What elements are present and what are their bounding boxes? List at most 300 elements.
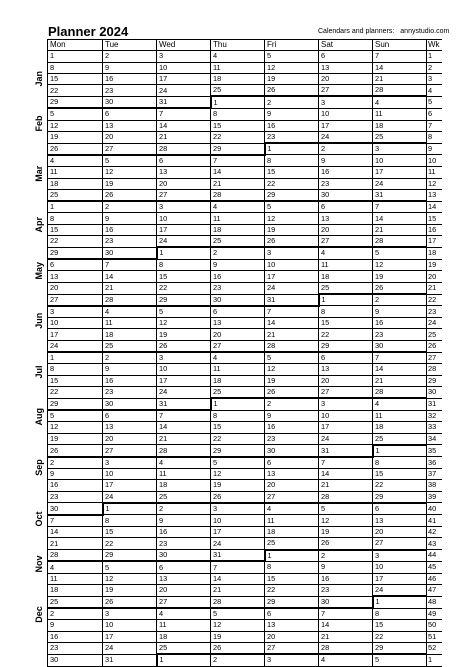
day-cell[interactable]: 28 [373, 85, 427, 97]
day-cell[interactable]: 26 [373, 282, 427, 294]
day-cell[interactable]: 7 [373, 51, 427, 62]
day-cell[interactable]: 24 [265, 282, 319, 294]
day-cell[interactable]: 17 [373, 573, 427, 584]
day-cell[interactable]: 6 [265, 608, 319, 620]
day-cell[interactable]: 9 [48, 468, 103, 479]
day-cell[interactable]: 27 [319, 236, 373, 248]
day-cell[interactable]: 17 [319, 422, 373, 433]
day-cell[interactable]: 18 [157, 631, 211, 642]
day-cell[interactable]: 4 [211, 51, 265, 62]
day-cell[interactable]: 10 [157, 62, 211, 73]
day-cell[interactable]: 28 [157, 445, 211, 457]
day-cell[interactable]: 22 [48, 85, 103, 97]
day-cell[interactable]: 25 [319, 282, 373, 294]
day-cell[interactable]: 14 [373, 62, 427, 73]
day-cell[interactable]: 16 [319, 573, 373, 584]
day-cell[interactable]: 5 [373, 654, 427, 666]
day-cell[interactable]: 8 [211, 108, 265, 120]
day-cell[interactable]: 11 [103, 318, 157, 329]
day-cell[interactable]: 6 [103, 108, 157, 120]
day-cell[interactable]: 18 [265, 526, 319, 537]
day-cell[interactable]: 15 [157, 271, 211, 282]
day-cell[interactable]: 3 [319, 398, 373, 410]
day-cell[interactable]: 5 [48, 410, 103, 422]
day-cell[interactable]: 9 [103, 213, 157, 224]
day-cell[interactable]: 4 [48, 561, 103, 573]
day-cell[interactable]: 13 [319, 62, 373, 73]
day-cell[interactable]: 12 [265, 62, 319, 73]
day-cell[interactable]: 15 [103, 526, 157, 537]
day-cell[interactable]: 23 [265, 131, 319, 143]
day-cell[interactable]: 2 [265, 398, 319, 410]
day-cell[interactable]: 10 [319, 108, 373, 120]
day-cell[interactable]: 29 [211, 445, 265, 457]
day-cell[interactable]: 18 [373, 422, 427, 433]
day-cell[interactable]: 2 [265, 96, 319, 108]
day-cell[interactable]: 1 [211, 398, 265, 410]
day-cell[interactable]: 27 [319, 386, 373, 398]
day-cell[interactable]: 17 [265, 271, 319, 282]
day-cell[interactable]: 7 [48, 515, 103, 527]
day-cell[interactable]: 4 [103, 306, 157, 318]
day-cell[interactable]: 10 [211, 515, 265, 527]
day-cell[interactable]: 16 [48, 480, 103, 491]
day-cell[interactable]: 31 [373, 189, 427, 201]
day-cell[interactable]: 13 [48, 271, 103, 282]
day-cell[interactable]: 30 [48, 503, 103, 515]
day-cell[interactable]: 30 [319, 189, 373, 201]
day-cell[interactable]: 5 [211, 457, 265, 469]
day-cell[interactable]: 5 [48, 108, 103, 120]
day-cell[interactable]: 21 [265, 329, 319, 340]
day-cell[interactable]: 21 [157, 433, 211, 445]
day-cell[interactable]: 21 [103, 282, 157, 294]
day-cell[interactable]: 15 [48, 375, 103, 386]
day-cell[interactable]: 29 [103, 550, 157, 562]
day-cell[interactable]: 4 [211, 201, 265, 213]
day-cell[interactable]: 27 [103, 143, 157, 155]
day-cell[interactable]: 8 [373, 608, 427, 620]
day-cell[interactable]: 4 [373, 96, 427, 108]
day-cell[interactable]: 7 [265, 306, 319, 318]
day-cell[interactable]: 3 [373, 550, 427, 562]
day-cell[interactable]: 26 [265, 85, 319, 97]
day-cell[interactable]: 13 [103, 422, 157, 433]
day-cell[interactable]: 11 [48, 167, 103, 178]
day-cell[interactable]: 27 [373, 538, 427, 550]
day-cell[interactable]: 26 [48, 445, 103, 457]
day-cell[interactable]: 27 [319, 85, 373, 97]
day-cell[interactable]: 9 [319, 561, 373, 573]
day-cell[interactable]: 2 [319, 550, 373, 562]
day-cell[interactable]: 1 [48, 201, 103, 213]
day-cell[interactable]: 4 [319, 654, 373, 666]
day-cell[interactable]: 7 [157, 108, 211, 120]
day-cell[interactable]: 16 [373, 318, 427, 329]
day-cell[interactable]: 25 [373, 433, 427, 445]
day-cell[interactable]: 9 [265, 108, 319, 120]
day-cell[interactable]: 27 [265, 642, 319, 654]
day-cell[interactable]: 19 [265, 224, 319, 235]
day-cell[interactable]: 1 [157, 247, 211, 259]
day-cell[interactable]: 15 [373, 468, 427, 479]
day-cell[interactable]: 6 [157, 561, 211, 573]
day-cell[interactable]: 5 [211, 608, 265, 620]
day-cell[interactable]: 16 [319, 167, 373, 178]
day-cell[interactable]: 29 [48, 247, 103, 259]
day-cell[interactable]: 31 [157, 96, 211, 108]
day-cell[interactable]: 23 [48, 491, 103, 503]
day-cell[interactable]: 16 [103, 73, 157, 84]
day-cell[interactable]: 7 [373, 201, 427, 213]
day-cell[interactable]: 12 [48, 422, 103, 433]
day-cell[interactable]: 24 [373, 178, 427, 189]
day-cell[interactable]: 8 [319, 306, 373, 318]
day-cell[interactable]: 18 [157, 480, 211, 491]
day-cell[interactable]: 28 [48, 550, 103, 562]
day-cell[interactable]: 30 [103, 96, 157, 108]
day-cell[interactable]: 15 [211, 120, 265, 131]
day-cell[interactable]: 21 [211, 178, 265, 189]
day-cell[interactable]: 11 [157, 620, 211, 631]
day-cell[interactable]: 28 [373, 236, 427, 248]
day-cell[interactable]: 22 [265, 178, 319, 189]
day-cell[interactable]: 7 [211, 561, 265, 573]
day-cell[interactable]: 17 [103, 480, 157, 491]
day-cell[interactable]: 28 [103, 294, 157, 306]
day-cell[interactable]: 22 [265, 584, 319, 596]
day-cell[interactable]: 27 [48, 294, 103, 306]
day-cell[interactable]: 31 [157, 398, 211, 410]
day-cell[interactable]: 24 [103, 642, 157, 654]
day-cell[interactable]: 9 [265, 410, 319, 422]
day-cell[interactable]: 14 [319, 620, 373, 631]
day-cell[interactable]: 10 [48, 318, 103, 329]
day-cell[interactable]: 6 [319, 51, 373, 62]
day-cell[interactable]: 15 [265, 573, 319, 584]
day-cell[interactable]: 18 [48, 584, 103, 596]
day-cell[interactable]: 3 [265, 654, 319, 666]
day-cell[interactable]: 3 [157, 201, 211, 213]
day-cell[interactable]: 24 [319, 131, 373, 143]
day-cell[interactable]: 9 [211, 259, 265, 271]
day-cell[interactable]: 15 [319, 318, 373, 329]
day-cell[interactable]: 22 [211, 433, 265, 445]
day-cell[interactable]: 6 [157, 155, 211, 167]
day-cell[interactable]: 5 [265, 51, 319, 62]
day-cell[interactable]: 9 [373, 306, 427, 318]
day-cell[interactable]: 25 [211, 236, 265, 248]
day-cell[interactable]: 3 [265, 247, 319, 259]
day-cell[interactable]: 11 [373, 410, 427, 422]
day-cell[interactable]: 16 [48, 631, 103, 642]
day-cell[interactable]: 7 [319, 457, 373, 469]
day-cell[interactable]: 9 [157, 515, 211, 527]
day-cell[interactable]: 19 [103, 178, 157, 189]
day-cell[interactable]: 8 [265, 561, 319, 573]
day-cell[interactable]: 13 [103, 120, 157, 131]
day-cell[interactable]: 19 [211, 480, 265, 491]
day-cell[interactable]: 25 [157, 491, 211, 503]
day-cell[interactable]: 13 [265, 468, 319, 479]
day-cell[interactable]: 5 [157, 306, 211, 318]
day-cell[interactable]: 11 [319, 259, 373, 271]
day-cell[interactable]: 22 [373, 631, 427, 642]
day-cell[interactable]: 19 [103, 584, 157, 596]
day-cell[interactable]: 12 [319, 515, 373, 527]
day-cell[interactable]: 14 [103, 271, 157, 282]
day-cell[interactable]: 14 [319, 468, 373, 479]
day-cell[interactable]: 21 [319, 631, 373, 642]
day-cell[interactable]: 16 [103, 375, 157, 386]
day-cell[interactable]: 2 [103, 201, 157, 213]
day-cell[interactable]: 26 [211, 642, 265, 654]
day-cell[interactable]: 6 [211, 306, 265, 318]
day-cell[interactable]: 30 [319, 596, 373, 608]
day-cell[interactable]: 3 [103, 608, 157, 620]
day-cell[interactable]: 26 [157, 340, 211, 352]
day-cell[interactable]: 20 [319, 375, 373, 386]
day-cell[interactable]: 25 [48, 189, 103, 201]
day-cell[interactable]: 12 [211, 620, 265, 631]
day-cell[interactable]: 7 [211, 155, 265, 167]
day-cell[interactable]: 19 [48, 131, 103, 143]
day-cell[interactable]: 1 [103, 503, 157, 515]
day-cell[interactable]: 26 [319, 538, 373, 550]
day-cell[interactable]: 11 [48, 573, 103, 584]
day-cell[interactable]: 8 [48, 62, 103, 73]
day-cell[interactable]: 28 [373, 386, 427, 398]
day-cell[interactable]: 17 [211, 526, 265, 537]
day-cell[interactable]: 30 [265, 445, 319, 457]
day-cell[interactable]: 18 [319, 271, 373, 282]
day-cell[interactable]: 31 [319, 445, 373, 457]
day-cell[interactable]: 4 [373, 398, 427, 410]
day-cell[interactable]: 11 [211, 62, 265, 73]
day-cell[interactable]: 4 [157, 608, 211, 620]
day-cell[interactable]: 28 [265, 340, 319, 352]
day-cell[interactable]: 2 [319, 143, 373, 155]
day-cell[interactable]: 6 [319, 201, 373, 213]
day-cell[interactable]: 8 [48, 213, 103, 224]
day-cell[interactable]: 25 [211, 85, 265, 97]
day-cell[interactable]: 2 [373, 294, 427, 306]
day-cell[interactable]: 30 [373, 340, 427, 352]
day-cell[interactable]: 4 [157, 457, 211, 469]
day-cell[interactable]: 14 [265, 318, 319, 329]
day-cell[interactable]: 7 [103, 259, 157, 271]
day-cell[interactable]: 27 [157, 189, 211, 201]
day-cell[interactable]: 9 [319, 155, 373, 167]
day-cell[interactable]: 3 [211, 503, 265, 515]
day-cell[interactable]: 2 [103, 352, 157, 364]
day-cell[interactable]: 4 [319, 247, 373, 259]
day-cell[interactable]: 11 [211, 364, 265, 375]
day-cell[interactable]: 21 [319, 480, 373, 491]
day-cell[interactable]: 14 [157, 120, 211, 131]
day-cell[interactable]: 2 [48, 608, 103, 620]
day-cell[interactable]: 11 [157, 468, 211, 479]
day-cell[interactable]: 6 [48, 259, 103, 271]
day-cell[interactable]: 18 [211, 73, 265, 84]
day-cell[interactable]: 23 [211, 282, 265, 294]
day-cell[interactable]: 22 [48, 236, 103, 248]
day-cell[interactable]: 23 [103, 85, 157, 97]
day-cell[interactable]: 29 [373, 491, 427, 503]
day-cell[interactable]: 1 [265, 143, 319, 155]
day-cell[interactable]: 8 [265, 155, 319, 167]
day-cell[interactable]: 14 [211, 167, 265, 178]
day-cell[interactable]: 23 [48, 642, 103, 654]
day-cell[interactable]: 18 [211, 375, 265, 386]
day-cell[interactable]: 8 [373, 457, 427, 469]
day-cell[interactable]: 18 [103, 329, 157, 340]
day-cell[interactable]: 1 [211, 96, 265, 108]
day-cell[interactable]: 1 [48, 51, 103, 62]
day-cell[interactable]: 29 [265, 596, 319, 608]
day-cell[interactable]: 29 [48, 398, 103, 410]
day-cell[interactable]: 30 [157, 550, 211, 562]
day-cell[interactable]: 30 [48, 654, 103, 666]
day-cell[interactable]: 19 [319, 526, 373, 537]
day-cell[interactable]: 16 [265, 120, 319, 131]
day-cell[interactable]: 5 [373, 247, 427, 259]
day-cell[interactable]: 20 [319, 224, 373, 235]
day-cell[interactable]: 20 [103, 131, 157, 143]
day-cell[interactable]: 15 [211, 422, 265, 433]
day-cell[interactable]: 15 [265, 167, 319, 178]
day-cell[interactable]: 27 [157, 596, 211, 608]
day-cell[interactable]: 10 [319, 410, 373, 422]
day-cell[interactable]: 21 [211, 584, 265, 596]
day-cell[interactable]: 23 [103, 386, 157, 398]
day-cell[interactable]: 26 [48, 143, 103, 155]
day-cell[interactable]: 31 [265, 294, 319, 306]
day-cell[interactable]: 4 [211, 352, 265, 364]
day-cell[interactable]: 1 [319, 294, 373, 306]
day-cell[interactable]: 20 [373, 526, 427, 537]
day-cell[interactable]: 17 [373, 167, 427, 178]
day-cell[interactable]: 28 [211, 189, 265, 201]
day-cell[interactable]: 16 [157, 526, 211, 537]
day-cell[interactable]: 12 [211, 468, 265, 479]
day-cell[interactable]: 25 [373, 131, 427, 143]
day-cell[interactable]: 20 [211, 329, 265, 340]
day-cell[interactable]: 10 [373, 155, 427, 167]
day-cell[interactable]: 17 [157, 224, 211, 235]
day-cell[interactable]: 6 [265, 457, 319, 469]
day-cell[interactable]: 27 [211, 340, 265, 352]
day-cell[interactable]: 1 [265, 550, 319, 562]
day-cell[interactable]: 11 [373, 108, 427, 120]
day-cell[interactable]: 29 [157, 294, 211, 306]
day-cell[interactable]: 3 [319, 96, 373, 108]
day-cell[interactable]: 29 [319, 340, 373, 352]
day-cell[interactable]: 20 [319, 73, 373, 84]
day-cell[interactable]: 1 [373, 596, 427, 608]
day-cell[interactable]: 14 [211, 573, 265, 584]
day-cell[interactable]: 15 [48, 73, 103, 84]
day-cell[interactable]: 26 [265, 236, 319, 248]
day-cell[interactable]: 14 [157, 422, 211, 433]
day-cell[interactable]: 20 [157, 584, 211, 596]
day-cell[interactable]: 3 [48, 306, 103, 318]
day-cell[interactable]: 17 [48, 329, 103, 340]
day-cell[interactable]: 15 [48, 224, 103, 235]
day-cell[interactable]: 20 [265, 480, 319, 491]
day-cell[interactable]: 12 [48, 120, 103, 131]
day-cell[interactable]: 13 [211, 318, 265, 329]
day-cell[interactable]: 19 [373, 271, 427, 282]
day-cell[interactable]: 13 [157, 167, 211, 178]
day-cell[interactable]: 4 [48, 155, 103, 167]
day-cell[interactable]: 28 [319, 642, 373, 654]
day-cell[interactable]: 9 [103, 364, 157, 375]
day-cell[interactable]: 10 [265, 259, 319, 271]
day-cell[interactable]: 10 [157, 364, 211, 375]
day-cell[interactable]: 24 [157, 85, 211, 97]
day-cell[interactable]: 23 [319, 584, 373, 596]
day-cell[interactable]: 31 [103, 654, 157, 666]
day-cell[interactable]: 28 [157, 143, 211, 155]
day-cell[interactable]: 25 [103, 340, 157, 352]
day-cell[interactable]: 5 [103, 561, 157, 573]
day-cell[interactable]: 20 [157, 178, 211, 189]
day-cell[interactable]: 5 [103, 155, 157, 167]
day-cell[interactable]: 23 [157, 538, 211, 550]
day-cell[interactable]: 19 [265, 375, 319, 386]
day-cell[interactable]: 1 [157, 654, 211, 666]
day-cell[interactable]: 18 [373, 120, 427, 131]
day-cell[interactable]: 12 [103, 167, 157, 178]
day-cell[interactable]: 25 [265, 538, 319, 550]
day-cell[interactable]: 13 [265, 620, 319, 631]
day-cell[interactable]: 19 [48, 433, 103, 445]
day-cell[interactable]: 7 [157, 410, 211, 422]
day-cell[interactable]: 6 [373, 503, 427, 515]
day-cell[interactable]: 14 [48, 526, 103, 537]
day-cell[interactable]: 3 [103, 457, 157, 469]
day-cell[interactable]: 12 [157, 318, 211, 329]
day-cell[interactable]: 2 [211, 247, 265, 259]
day-cell[interactable]: 2 [157, 503, 211, 515]
day-cell[interactable]: 19 [157, 329, 211, 340]
day-cell[interactable]: 23 [265, 433, 319, 445]
day-cell[interactable]: 17 [103, 631, 157, 642]
day-cell[interactable]: 1 [373, 445, 427, 457]
day-cell[interactable]: 19 [265, 73, 319, 84]
day-cell[interactable]: 24 [319, 433, 373, 445]
day-cell[interactable]: 23 [373, 329, 427, 340]
day-cell[interactable]: 28 [319, 491, 373, 503]
day-cell[interactable]: 10 [373, 561, 427, 573]
day-cell[interactable]: 26 [103, 189, 157, 201]
day-cell[interactable]: 24 [48, 340, 103, 352]
day-cell[interactable]: 14 [373, 364, 427, 375]
day-cell[interactable]: 21 [373, 224, 427, 235]
day-cell[interactable]: 7 [373, 352, 427, 364]
day-cell[interactable]: 11 [211, 213, 265, 224]
day-cell[interactable]: 19 [211, 631, 265, 642]
day-cell[interactable]: 16 [103, 224, 157, 235]
day-cell[interactable]: 25 [157, 642, 211, 654]
day-cell[interactable]: 29 [373, 642, 427, 654]
day-cell[interactable]: 30 [211, 294, 265, 306]
day-cell[interactable]: 22 [103, 538, 157, 550]
day-cell[interactable]: 13 [373, 515, 427, 527]
day-cell[interactable]: 8 [103, 515, 157, 527]
day-cell[interactable]: 21 [157, 131, 211, 143]
